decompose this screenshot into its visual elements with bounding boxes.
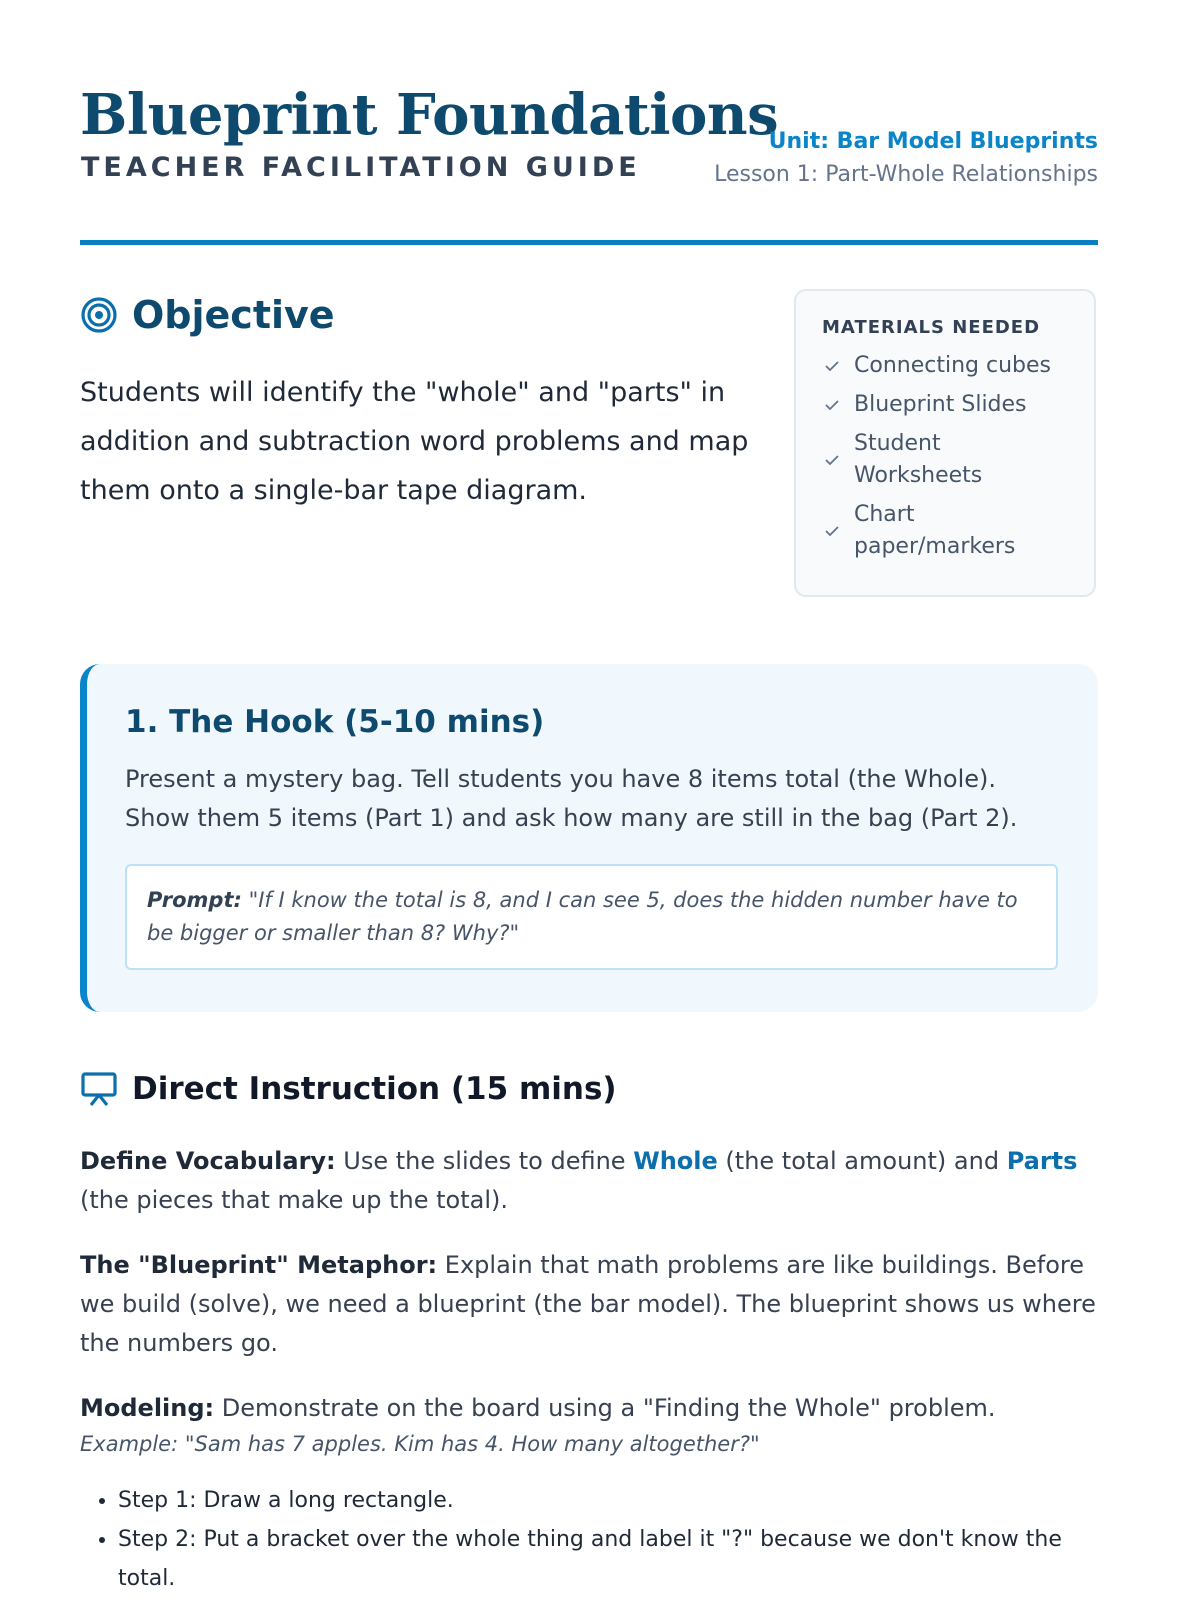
list-item: • Step 2: Put a bracket over the whole thing and label it "?" because we don't know the total.	[118, 1520, 1100, 1598]
vocab-label: Define Vocabulary:	[80, 1147, 336, 1175]
objective-heading	[80, 292, 770, 338]
metaphor-label: The "Blueprint" Metaphor:	[80, 1251, 438, 1279]
term-whole: Whole	[633, 1147, 718, 1175]
unit-name: Unit: Bar Model Blueprints	[768, 129, 1098, 154]
materials-list	[822, 350, 1074, 563]
prompt-label: Prompt:	[147, 888, 242, 912]
vocab-text: (the pieces that make up the total).	[80, 1186, 508, 1214]
instruction-heading	[80, 1066, 1100, 1112]
material-label: Chart paper/markers	[854, 502, 1016, 559]
metaphor-paragraph	[80, 1246, 1100, 1363]
prompt-text: "If I know the total is 8, and I can see 5, does the hidden number have to be bigger or smaller than 8? Why?"	[147, 888, 1018, 945]
hook-title: 1. The Hook (5-10 mins)	[125, 704, 545, 740]
check-icon	[822, 356, 842, 376]
target-icon	[80, 296, 118, 334]
objective-text: Students will identify the "whole" and "parts" in addition and subtraction word problems and map them onto a single-bar tape diagram.	[80, 377, 749, 506]
check-icon	[822, 395, 842, 415]
materials-card	[794, 289, 1096, 597]
modeling-text: Demonstrate on the board using a "Finding the Whole" problem.	[221, 1394, 996, 1422]
steps-list	[80, 1481, 1100, 1598]
metaphor-text: Explain that math problems are like buildings. Before we build (solve), we need a blueprint (the bar model). The blueprint shows us where the numbers go.	[80, 1251, 1096, 1357]
objective-section	[80, 292, 770, 542]
instruction-title: Direct Instruction (15 mins)	[132, 1071, 617, 1107]
page-subtitle: TEACHER FACILITATION GUIDE	[81, 152, 641, 183]
material-label: Student Worksheets	[854, 431, 983, 488]
instruction-section	[80, 1066, 1100, 1598]
list-item: • Step 1: Draw a long rectangle.	[118, 1481, 1100, 1520]
example-text: Example: "Sam has 7 apples. Kim has 4. How many altogether?"	[80, 1432, 760, 1456]
list-item	[822, 389, 1074, 421]
unit-meta	[714, 126, 1098, 192]
term-parts: Parts	[1006, 1147, 1078, 1175]
modeling-paragraph	[80, 1389, 1100, 1428]
hook-callout	[80, 664, 1098, 1012]
list-item	[822, 499, 1074, 563]
list-item	[822, 428, 1074, 492]
list-item	[822, 350, 1074, 382]
material-label: Connecting cubes	[854, 353, 1051, 378]
materials-title: MATERIALS NEEDED	[822, 317, 1041, 338]
check-icon	[822, 521, 842, 541]
page-title: Blueprint Foundations	[80, 82, 779, 148]
lesson-name: Lesson 1: Part-Whole Relationships	[714, 162, 1098, 187]
modeling-label: Modeling:	[80, 1394, 215, 1422]
hook-text: Present a mystery bag. Tell students you have 8 items total (the Whole). Show them 5 items (Part 1) and ask how many are still in the bag (Part 2).	[125, 765, 1018, 832]
objective-title: Objective	[132, 293, 335, 337]
page-header	[80, 80, 1098, 245]
material-label: Blueprint Slides	[854, 392, 1027, 417]
vocab-text: (the total amount) and	[725, 1147, 1000, 1175]
check-icon	[822, 450, 842, 470]
prompt-box	[125, 864, 1058, 970]
presentation-icon	[80, 1070, 118, 1108]
vocab-paragraph	[80, 1142, 1100, 1220]
vocab-text: Use the slides to define	[343, 1147, 626, 1175]
